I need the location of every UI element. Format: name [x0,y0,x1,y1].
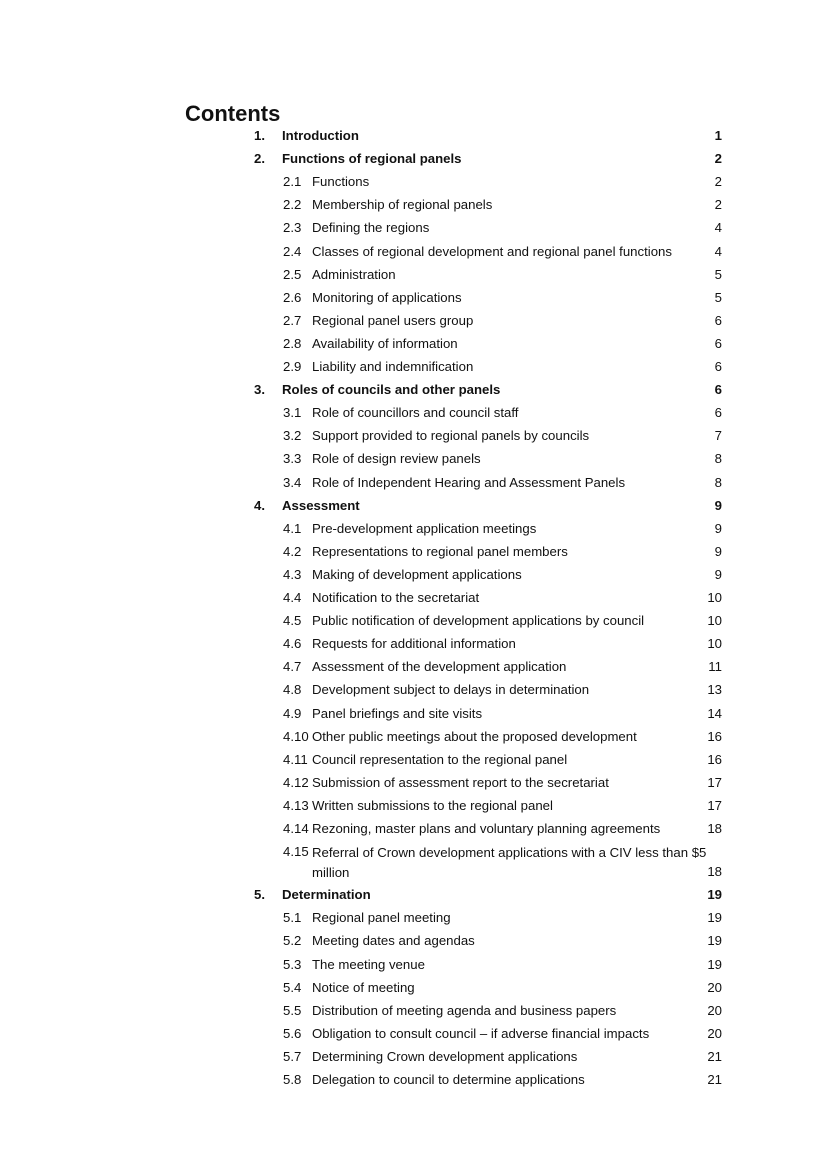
toc-entry-title: Other public meetings about the proposed development [312,728,637,744]
toc-entry-number: 4.8 [283,682,302,698]
toc-entry-number: 1. [254,128,265,143]
toc-entry-number: 5.8 [283,1072,302,1087]
toc-section-entry[interactable] [0,886,820,903]
toc-entry-number: 4.3 [283,566,302,582]
toc-entry-number: 4.2 [283,543,302,559]
toc-entry-title: Notification to the secretariat [312,590,480,605]
toc-entry-page-number: 6 [714,405,722,421]
toc-entry-title: Administration [312,266,396,282]
toc-entry-page-number: 20 [707,979,722,995]
toc-entry-title: Functions [312,174,370,190]
toc-entry-page-number: 6 [714,335,722,351]
toc-entry-page-number: 5 [714,266,722,282]
toc-entry-page-number: 19 [707,910,722,926]
toc-entry-number: 2.5 [283,266,302,282]
toc-entry-title: Regional panel users group [312,312,474,328]
toc-subsection-entry[interactable] [0,705,820,722]
toc-entry-title: Defining the regions [312,220,430,236]
toc-entry-number: 4.12 [283,774,309,790]
toc-entry-page-number: 17 [707,774,722,790]
toc-entry-number: 2.9 [283,359,302,374]
toc-entry-title: Written submissions to the regional panel [312,797,553,813]
toc-entry-number: 2.2 [283,197,302,213]
toc-subsection-entry[interactable] [0,196,820,213]
toc-entry-number: 4.5 [283,613,302,629]
toc-entry-page-number: 20 [707,1002,722,1018]
toc-entry-page-number: 2 [714,174,722,190]
toc-entry-title: Functions of regional panels [282,151,462,167]
toc-entry-page-number: 14 [707,705,722,721]
toc-subsection-entry[interactable] [0,1048,820,1065]
toc-subsection-entry[interactable] [0,427,820,444]
toc-subsection-entry[interactable] [0,979,820,996]
toc-entry-page-number: 1 [714,128,722,143]
toc-entry-title: Membership of regional panels [312,197,493,213]
toc-entry-title: Role of design review panels [312,451,481,467]
toc-entry-number: 4.10 [283,728,309,744]
toc-subsection-entry[interactable] [0,589,820,606]
toc-entry-number: 4.11 [283,751,308,767]
toc-entry-page-number: 6 [714,359,722,374]
toc-subsection-entry[interactable] [0,312,820,329]
toc-subsection-entry[interactable] [0,1071,820,1088]
toc-entry-number: 2.8 [283,335,302,351]
toc-subsection-entry[interactable] [0,543,820,560]
toc-entry-number: 3.3 [283,451,302,467]
toc-entry-page-number: 18 [707,864,722,880]
toc-entry-number: 2.3 [283,220,302,236]
toc-subsection-entry[interactable] [0,820,820,837]
toc-subsection-entry[interactable] [0,1025,820,1042]
toc-entry-number: 2.1 [283,174,302,190]
toc-subsection-entry[interactable] [0,932,820,949]
toc-entry-title: Notice of meeting [312,979,415,995]
toc-entry-page-number: 21 [707,1048,722,1064]
toc-entry-title: Role of Independent Hearing and Assessment Panels [312,474,626,490]
toc-subsection-entry[interactable] [0,474,820,491]
toc-entry-page-number: 19 [707,956,722,972]
toc-section-entry[interactable] [0,497,820,514]
toc-subsection-entry[interactable] [0,289,820,306]
toc-subsection-entry[interactable] [0,909,820,926]
toc-entry-title: Requests for additional information [312,636,516,652]
toc-subsection-entry[interactable] [0,173,820,190]
toc-section-entry[interactable] [0,127,820,144]
toc-subsection-entry[interactable] [0,450,820,467]
toc-entry-title: Submission of assessment report to the secretariat [312,774,609,790]
toc-subsection-entry[interactable] [0,751,820,768]
toc-entry-title: Public notification of development applications by council [312,613,645,629]
toc-entry-number: 2.6 [283,289,302,305]
toc-entry-number: 3.4 [283,474,302,490]
toc-entry-title: Role of councillors and council staff [312,405,519,421]
toc-entry-page-number: 6 [714,382,722,398]
toc-subsection-entry[interactable] [0,1002,820,1019]
page-title: Contents [185,101,281,126]
toc-subsection-entry[interactable] [0,658,820,675]
toc-entry-number: 5.7 [283,1048,302,1064]
toc-entry-page-number: 9 [714,497,722,513]
toc-entry-number: 3. [254,382,265,398]
toc-entry-page-number: 17 [707,797,722,813]
toc-entry-page-number: 2 [714,151,722,167]
toc-subsection-entry[interactable] [0,266,820,283]
toc-entry-number: 4.13 [283,797,309,813]
toc-entry-title: Council representation to the regional panel [312,751,568,767]
toc-entry-title: Meeting dates and agendas [312,933,475,949]
toc-entry-page-number: 11 [708,659,722,675]
toc-entry-title: Classes of regional development and regional panel functions [312,243,672,259]
toc-subsection-entry[interactable] [0,219,820,236]
toc-subsection-entry[interactable] [0,728,820,745]
toc-entry-number: 3.1 [283,405,302,421]
toc-subsection-entry[interactable] [0,774,820,791]
toc-entry-title: Representations to regional panel members [312,543,568,559]
toc-entry-title: Determining Crown development applications [312,1048,578,1064]
toc-entry-page-number: 10 [707,636,722,652]
toc-entry-page-number: 10 [707,613,722,629]
toc-subsection-entry[interactable] [0,243,820,260]
toc-entry-number: 5.4 [283,979,302,995]
toc-entry-page-number: 19 [707,933,722,949]
toc-entry-title: Panel briefings and site visits [312,705,483,721]
toc-entry-number: 5. [254,887,265,903]
toc-entry-page-number: 2 [714,197,722,213]
toc-entry-title: Distribution of meeting agenda and business papers [312,1002,617,1018]
toc-entry-number: 3.2 [283,428,302,444]
toc-entry-number: 2. [254,151,265,167]
toc-entry-page-number: 16 [707,751,722,767]
toc-entry-title: Regional panel meeting [312,910,451,926]
toc-entry-number: 4.6 [283,636,302,652]
toc-entry-number: 5.1 [283,910,302,926]
toc-entry-page-number: 4 [714,243,722,259]
toc-entry-title: Pre-development application meetings [312,520,537,536]
toc-entry-title: Development subject to delays in determination [312,682,590,698]
toc-subsection-entry[interactable] [0,335,820,352]
toc-subsection-entry[interactable] [0,681,820,698]
toc-subsection-entry[interactable] [0,404,820,421]
toc-entry-title: Making of development applications [312,566,522,582]
toc-entry-page-number: 9 [714,543,722,559]
toc-subsection-entry[interactable] [0,635,820,652]
toc-entry-number: 4.4 [283,590,302,605]
toc-entry-page-number: 19 [707,887,722,903]
toc-section-entry[interactable] [0,150,820,167]
toc-entry-page-number: 9 [714,520,722,536]
toc-entry-title: Referral of Crown development applications with a CIV less than $5 million [312,845,707,881]
toc-subsection-entry[interactable] [0,843,820,881]
toc-entry-number: 5.5 [283,1002,302,1018]
toc-entry-number: 4.9 [283,705,302,721]
toc-entry-number: 5.2 [283,933,302,949]
toc-entry-title: Introduction [282,128,359,143]
toc-entry-title: Obligation to consult council – if adverse financial impacts [312,1025,650,1041]
toc-entry-page-number: 20 [707,1025,722,1041]
toc-entry-page-number: 4 [714,220,722,236]
toc-subsection-entry[interactable] [0,520,820,537]
toc-subsection-entry[interactable] [0,956,820,973]
toc-entry-title: The meeting venue [312,956,425,972]
toc-subsection-entry[interactable] [0,358,820,375]
toc-entry-number: 4.1 [283,520,302,536]
toc-entry-number: 5.6 [283,1025,302,1041]
toc-entry-page-number: 9 [714,566,722,582]
toc-entry-title: Rezoning, master plans and voluntary planning agreements [312,821,661,836]
toc-entry-number: 4. [254,497,265,513]
toc-entry-page-number: 13 [707,682,722,698]
toc-entry-number: 2.7 [283,312,302,328]
toc-entry-page-number: 10 [707,590,722,605]
toc-entry-page-number: 8 [714,451,722,467]
toc-entry-number: 2.4 [283,243,302,259]
toc-subsection-entry[interactable] [0,797,820,814]
toc-subsection-entry[interactable] [0,566,820,583]
toc-entry-page-number: 7 [714,428,722,444]
toc-section-entry[interactable] [0,381,820,398]
toc-entry-page-number: 16 [707,728,722,744]
toc-entry-page-number: 18 [707,821,722,836]
toc-subsection-entry[interactable] [0,612,820,629]
toc-entry-page-number: 6 [714,312,722,328]
toc-entry-title: Assessment of the development application [312,659,567,675]
toc-entry-title: Liability and indemnification [312,359,474,374]
toc-entry-number: 5.3 [283,956,302,972]
toc-entry-number: 4.14 [283,821,309,836]
toc-entry-title: Determination [282,887,371,903]
toc-entry-title: Monitoring of applications [312,289,462,305]
toc-entry-title: Availability of information [312,335,458,351]
toc-entry-page-number: 5 [714,289,722,305]
toc-entry-title: Assessment [282,497,360,513]
toc-entry-title: Delegation to council to determine applications [312,1072,585,1087]
toc-entry-page-number: 8 [714,474,722,490]
toc-entry-number: 4.7 [283,659,302,675]
toc-entry-page-number: 21 [707,1072,722,1087]
toc-entry-title: Support provided to regional panels by councils [312,428,590,444]
toc-entry-title: Roles of councils and other panels [282,382,501,398]
toc-entry-number: 4.15 [283,844,309,860]
